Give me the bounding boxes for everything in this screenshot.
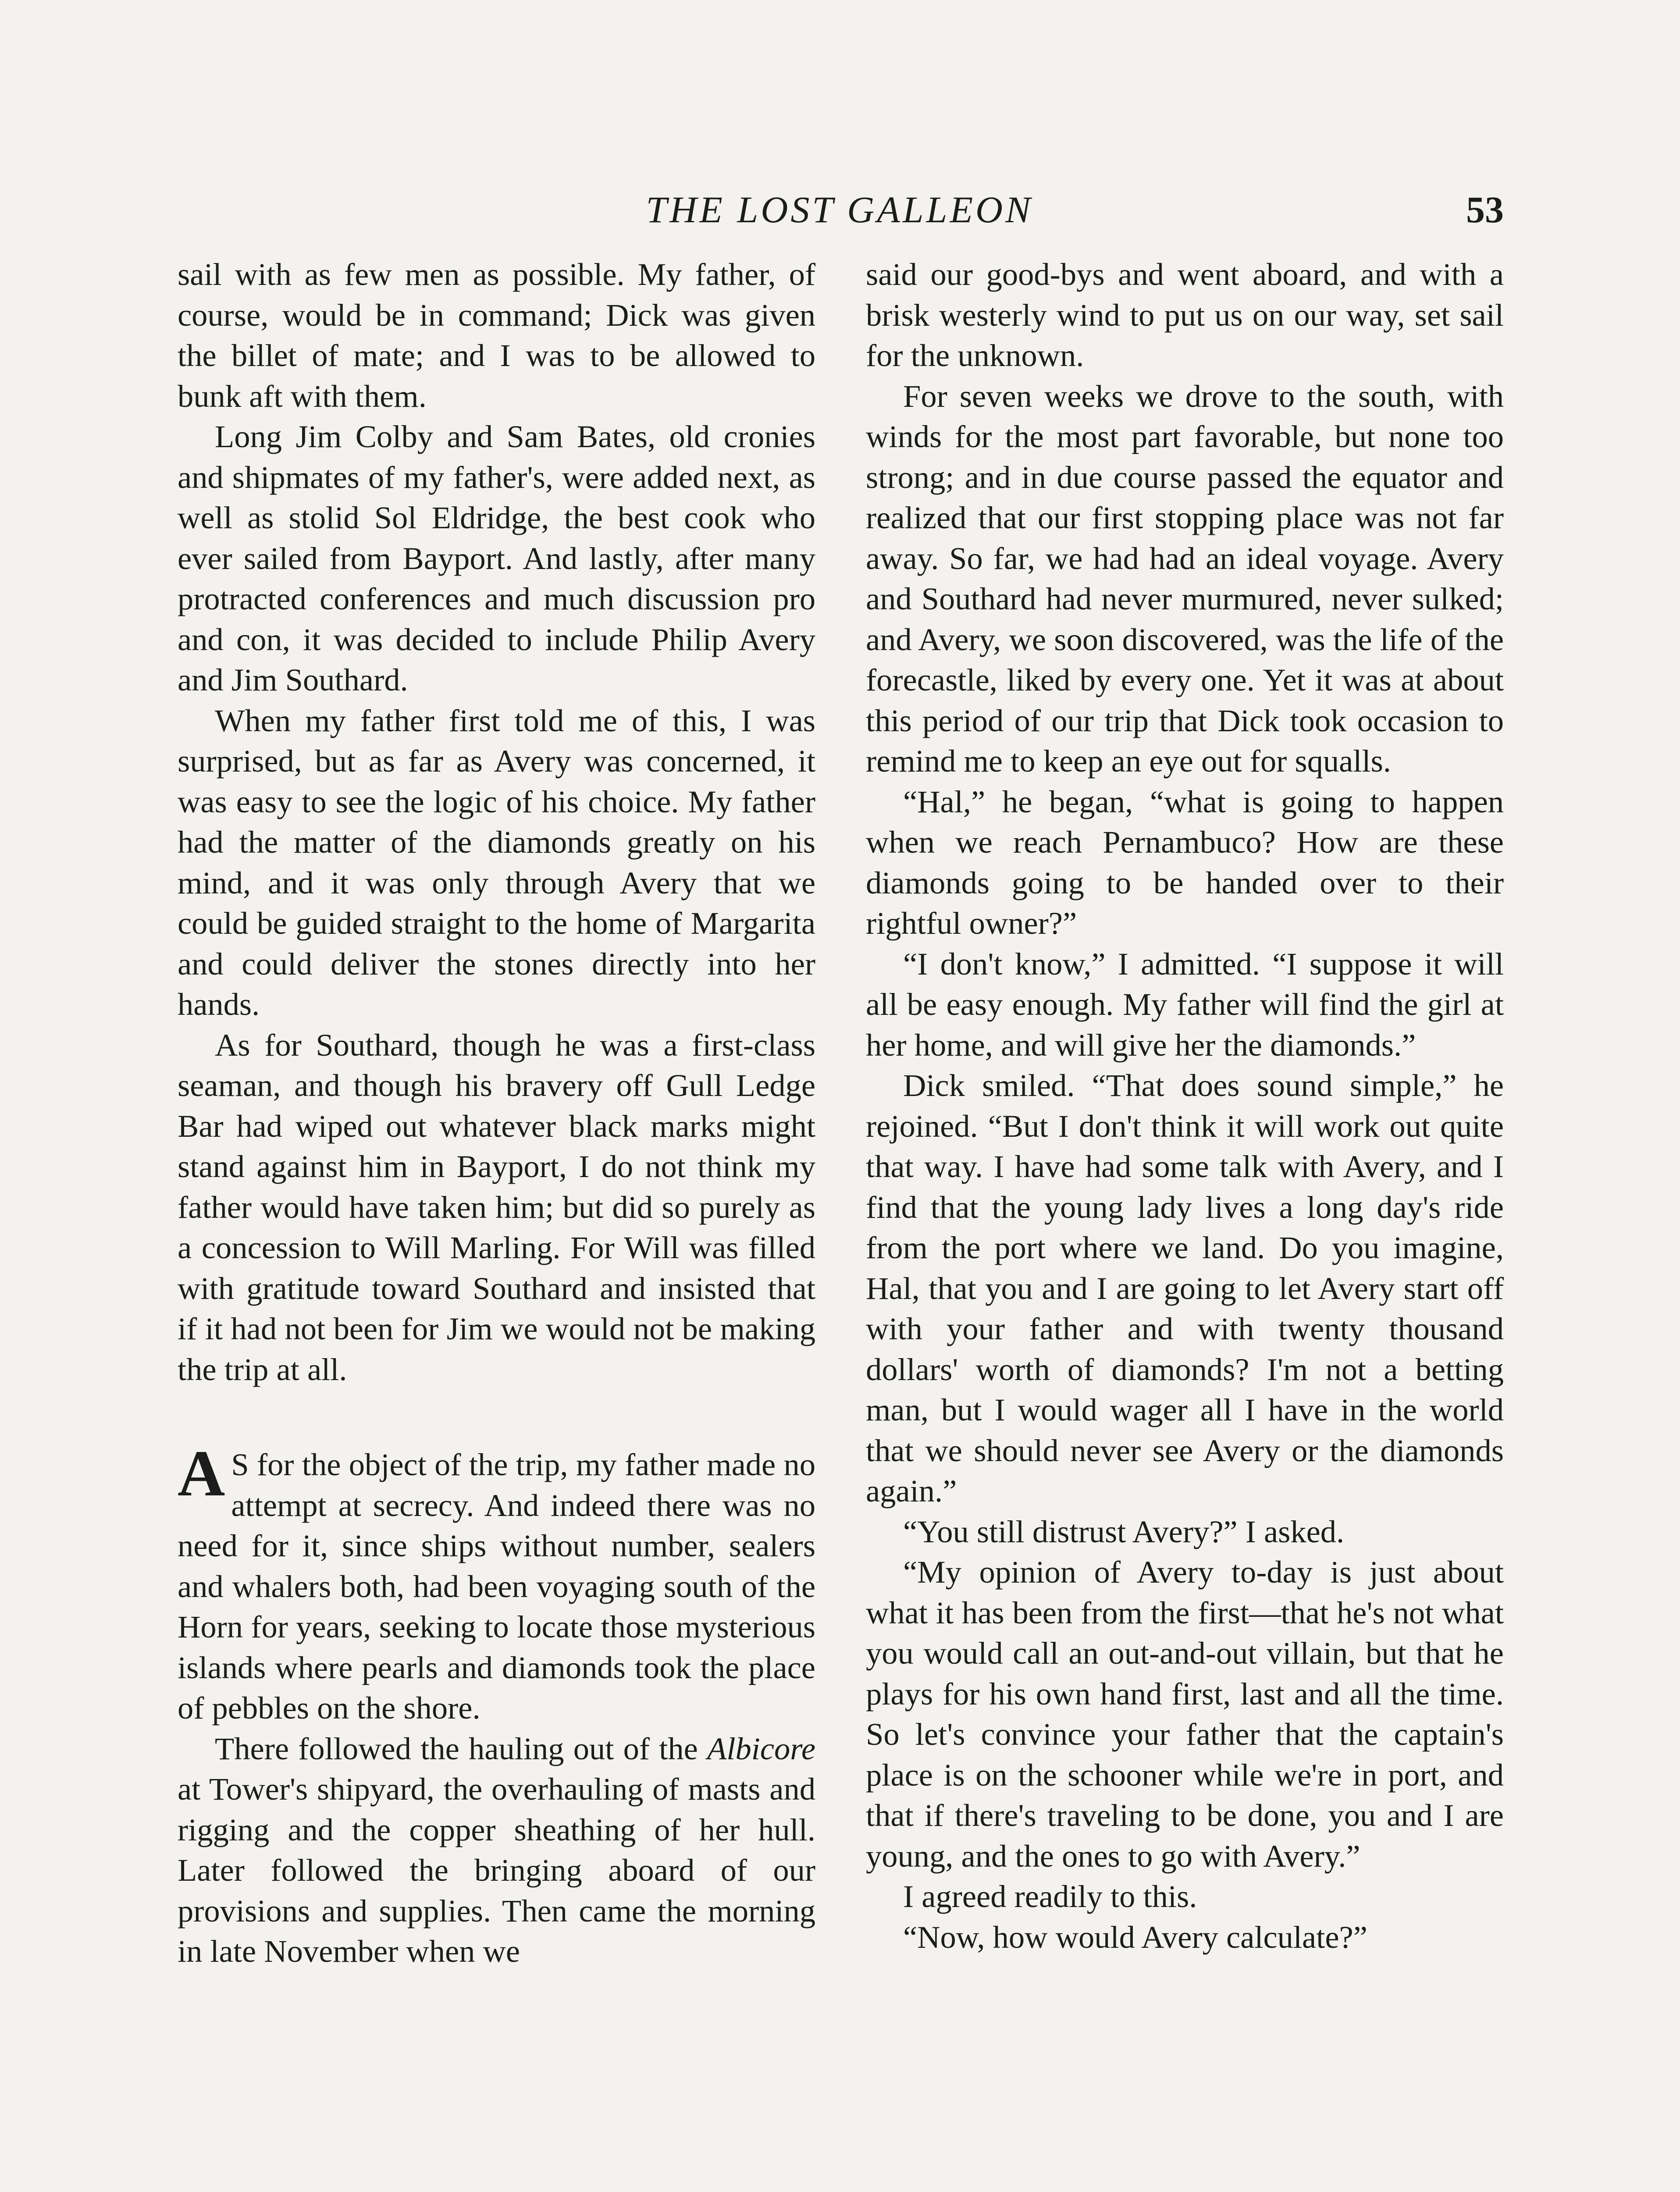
ship-name: Albicore: [707, 1730, 815, 1766]
paragraph: As for Southard, though he was a first-class seaman, and though his bravery off Gull Ledge Bar had wiped out whatever black marks might stand against him in Bayport, I do not think my father would have taken him; but did so purely as a concession to Will Marling. For Will was filled with gratitude toward Southard and insisted that if it had not been for Jim we would not be making the trip at all.: [178, 1027, 815, 1387]
section-opening-paragraph: [178, 1437, 815, 1729]
running-head: [175, 183, 1504, 236]
paragraph: For seven weeks we drove to the south, with winds for the most part favorable, but none too strong; and in due course passed the equator and realized that our first stopping place was not far away. So far, we had had an ideal voyage. Avery and Southard had never murmured, never sulked; and Avery, we soon discovered, was the life of the forecastle, liked by every one. Yet it was at about this period of our trip that Dick took occasion to remind me to keep an eye out for squalls.: [866, 378, 1504, 779]
paragraph: Long Jim Colby and Sam Bates, old cronies and shipmates of my father's, were added next, as well as stolid Sol Eldridge, the best cook who ever sailed from Bayport. And lastly, after many protracted conferences and much discussion pro and con, it was decided to include Philip Avery and Jim Southard.: [178, 419, 815, 697]
paragraph: said our good-bys and went aboard, and with a brisk westerly wind to put us on our way, set sail for the unknown.: [866, 256, 1504, 373]
paragraph: “Now, how would Avery calculate?”: [903, 1919, 1367, 1955]
paragraph: I agreed readily to this.: [903, 1879, 1197, 1914]
paragraph: “I don't know,” I admitted. “I suppose it will all be easy enough. My father will find the girl at her home, and will give her the diamonds.”: [866, 946, 1504, 1063]
running-title: THE LOST GALLEON: [646, 189, 1033, 231]
paragraph: “Hal,” he began, “what is going to happen when we reach Pernambuco? How are these diamonds going to be handed over to their rightful owner?”: [866, 783, 1504, 941]
paragraph: sail with as few men as possible. My father, of course, would be in command; Dick was given the billet of mate; and I was to be allowed to bunk aft with them.: [178, 256, 815, 414]
left-column: [178, 254, 815, 1972]
paragraph-text: S for the object of the trip, my father made no attempt at secrecy. And indeed there was no need for it, since ships without number, sealers and whalers both, had been voyaging south of the Horn for years, seeking to locate those mysterious islands where pearls and diamonds took the place of pebbles on the shore.: [178, 1447, 815, 1726]
paragraph-text: at Tower's shipyard, the overhauling of masts and rigging and the copper sheathing of her hull. Later followed the bringing aboard of our provisions and supplies. Then came the morning in late November when we: [178, 1771, 815, 1969]
paragraph: When my father first told me of this, I was surprised, but as far as Avery was concerned, it was easy to see the logic of his choice. My father had the matter of the diamonds greatly on his mind, and it was only through Avery that we could be guided straight to the home of Margarita and could deliver the stones directly into her hands.: [178, 702, 815, 1022]
right-column: [866, 254, 1504, 1957]
paragraph-text: There followed the hauling out of the: [215, 1730, 708, 1766]
paragraph: [178, 1729, 815, 1972]
page-number: 53: [1466, 189, 1504, 231]
drop-cap: A: [178, 1437, 225, 1510]
paragraph: Dick smiled. “That does sound simple,” he rejoined. “But I don't think it will work out quite that way. I have had some talk with Avery, and I find that the young lady lives a long day's ride from the port where we land. Do you imagine, Hal, that you and I are going to let Avery start off with your father and with twenty thousand dollars' worth of diamonds? I'm not a betting man, but I would wager all I have in the world that we should never see Avery or the diamonds again.”: [866, 1068, 1504, 1509]
paragraph: “My opinion of Avery to-day is just about what it has been from the first—that he's not what you would call an out-and-out villain, but that he plays for his own hand first, last and all the time. So let's convince your father that the captain's place is on the schooner while we're in port, and that if there's traveling to be done, you and I are young, and the ones to go with Avery.”: [866, 1554, 1504, 1874]
section-break: [178, 1390, 815, 1445]
paragraph: “You still distrust Avery?” I asked.: [903, 1513, 1345, 1549]
